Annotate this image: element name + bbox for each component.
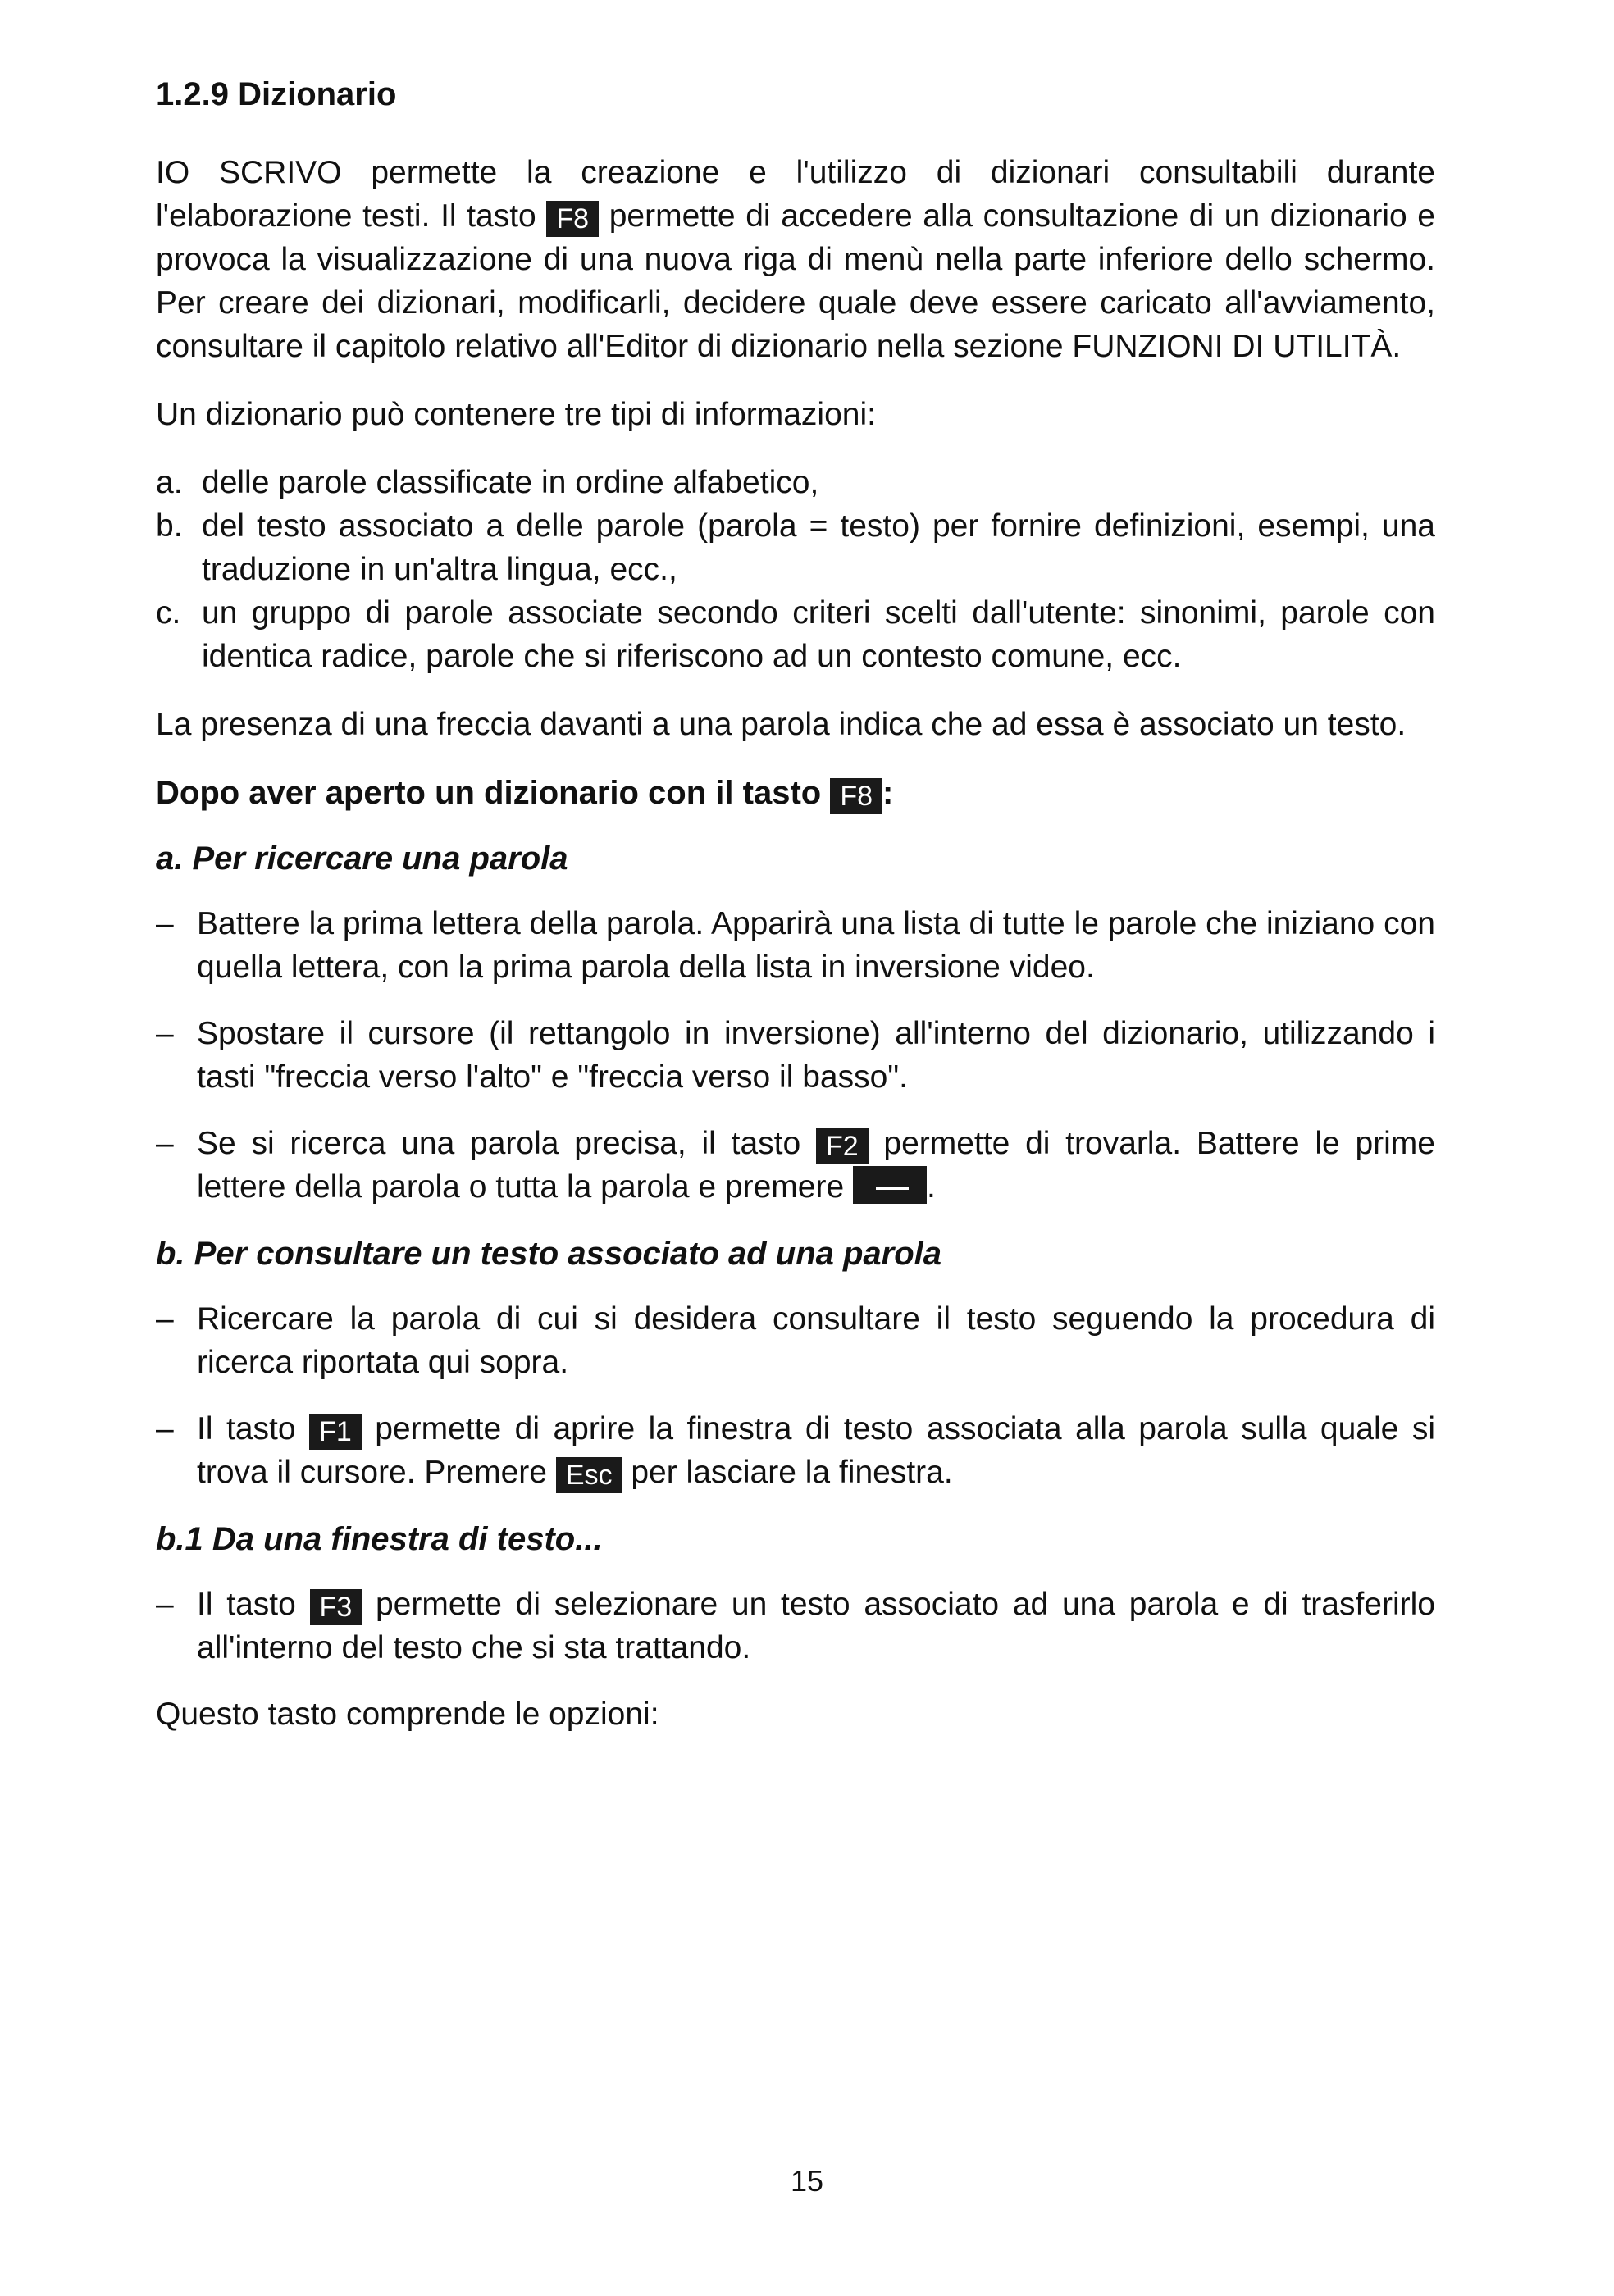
list-marker: b.	[156, 508, 183, 544]
f2-key-icon: F2	[816, 1128, 869, 1164]
dopo-heading	[156, 771, 1435, 815]
enter-key-icon	[853, 1166, 927, 1204]
intro-text-2: permette di accedere alla consultazione di un dizionario e provoca la visualizzazione di una nuova riga di menù nella parte inferiore dello schermo. Per creare dei dizionari, modificarli, decidere quale deve essere caricato all'avviamento, consultare il capitolo relativo all'Editor di dizionario nella sezione FUNZIONI DI UTILITÀ.	[156, 198, 1436, 364]
intro-text-1: IO SCRIVO permette la creazione e l'utilizzo di dizionari consultabili durante l'elaborazione testi. Il tasto	[156, 155, 1435, 234]
list-item-text: Il tasto	[197, 1411, 310, 1446]
section-b1-title: b.1 Da una finestra di testo...	[156, 1521, 603, 1557]
dash-marker: –	[156, 1411, 174, 1446]
section-heading: 1.2.9 Dizionario	[156, 76, 397, 112]
list-item-text: per lasciare la finestra.	[622, 1455, 953, 1490]
arrow-note-paragraph: La presenza di una freccia davanti a una parola indica che ad essa è associato un testo.	[156, 707, 1407, 742]
list-marker: a.	[156, 465, 183, 500]
info-types-intro: Un dizionario può contenere tre tipi di informazioni:	[156, 397, 876, 432]
list-item-text: Il tasto	[197, 1587, 310, 1622]
f8-key-icon: F8	[546, 201, 599, 237]
list-marker: c.	[156, 595, 181, 631]
options-paragraph: Questo tasto comprende le opzioni:	[156, 1697, 659, 1732]
section-b-list	[156, 1297, 1435, 1494]
dash-marker: –	[156, 1016, 174, 1051]
list-item	[156, 504, 1435, 591]
list-item-text: .	[926, 1169, 936, 1205]
section-a-list	[156, 902, 1435, 1209]
list-item	[156, 591, 1435, 678]
list-item	[156, 1583, 1435, 1670]
list-item	[156, 461, 1435, 504]
document-page	[156, 72, 1435, 1761]
dash-marker: –	[156, 1301, 174, 1337]
dash-marker: –	[156, 1126, 174, 1161]
f1-key-icon: F1	[309, 1414, 362, 1450]
section-b-title: b. Per consultare un testo associato ad una parola	[156, 1236, 942, 1272]
list-item	[156, 1122, 1435, 1209]
list-item-text: permette di selezionare un testo associato ad una parola e di trasferirlo all'interno del testo che si sta trattando.	[197, 1587, 1435, 1665]
dopo-heading-text: Dopo aver aperto un dizionario con il tasto	[156, 775, 831, 811]
list-item-text: Se si ricerca una parola precisa, il tasto	[197, 1126, 816, 1161]
dopo-heading-colon: :	[882, 775, 894, 811]
info-types-list	[156, 461, 1435, 678]
intro-paragraph	[156, 151, 1435, 368]
list-item	[156, 902, 1435, 989]
f3-key-icon: F3	[310, 1589, 362, 1625]
section-a-title: a. Per ricercare una parola	[156, 840, 568, 877]
dash-marker: –	[156, 1587, 174, 1622]
list-item-text: permette di trovarla. Battere le prime lettere della parola o tutta la parola e premere	[197, 1126, 1435, 1205]
list-item	[156, 1012, 1435, 1099]
f8-key-icon: F8	[830, 778, 882, 814]
list-item	[156, 1407, 1435, 1494]
list-item-text: Ricercare la parola di cui si desidera consultare il testo seguendo la procedura di ricerca riportata qui sopra.	[197, 1301, 1435, 1380]
list-item-text: un gruppo di parole associate secondo criteri scelti dall'utente: sinonimi, parole con identica radice, parole che si riferiscono ad un contesto comune, ecc.	[202, 595, 1435, 674]
dash-marker: –	[156, 906, 174, 941]
list-item	[156, 1297, 1435, 1384]
page-number: 15	[790, 2164, 824, 2198]
list-item-text: del testo associato a delle parole (parola = testo) per fornire definizioni, esempi, una traduzione in un'altra lingua, ecc.,	[202, 508, 1435, 587]
section-b1-list	[156, 1583, 1435, 1670]
list-item-text: permette di aprire la finestra di testo associata alla parola sulla quale si trova il cursore. Premere	[197, 1411, 1435, 1490]
esc-key-icon: Esc	[556, 1457, 622, 1493]
list-item-text: Spostare il cursore (il rettangolo in inversione) all'interno del dizionario, utilizzando i tasti "freccia verso l'alto" e "freccia verso il basso".	[197, 1016, 1435, 1095]
list-item-text: Battere la prima lettera della parola. Apparirà una lista di tutte le parole che iniziano con quella lettera, con la prima parola della lista in inversione video.	[197, 906, 1435, 985]
list-item-text: delle parole classificate in ordine alfabetico,	[202, 465, 819, 500]
